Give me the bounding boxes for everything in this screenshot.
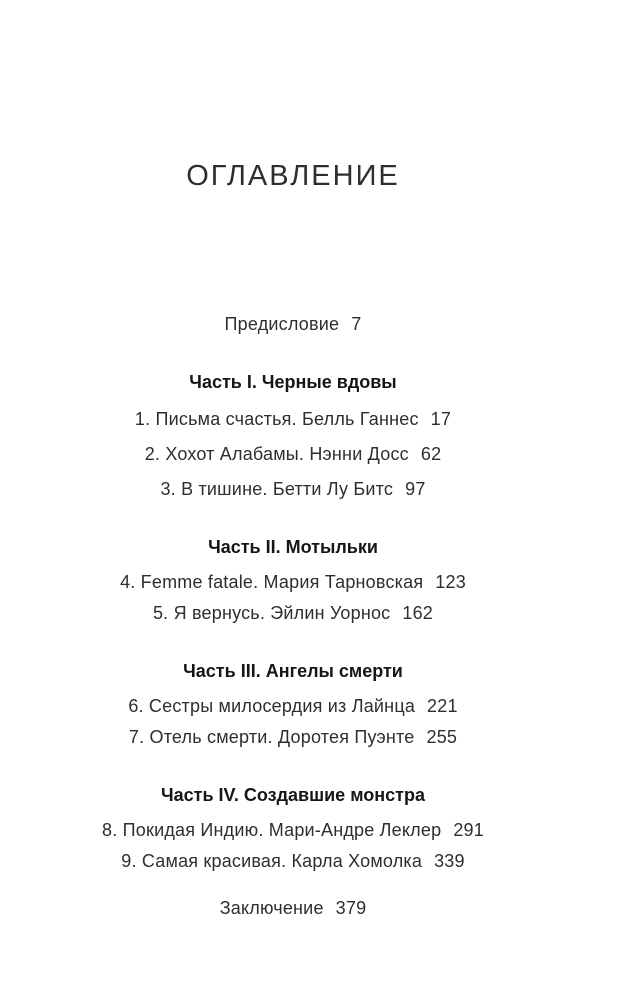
part-heading: Часть IV. Создавшие монстра	[161, 785, 425, 805]
entry-label: 2. Хохот Алабамы. Нэнни Досс	[144, 444, 409, 464]
toc-entry	[0, 480, 586, 499]
toc-entry	[0, 852, 586, 871]
entry-page-number: 339	[434, 851, 465, 871]
entry-page-number: 97	[405, 479, 426, 499]
toc-entry	[0, 573, 586, 592]
entry-label: Предисловие	[224, 314, 340, 334]
entry-label: 5. Я вернусь. Эйлин Уорнос	[152, 603, 391, 623]
entry-label: 4. Femme fatale. Мария Тарновская	[120, 572, 424, 592]
toc-entry	[0, 728, 586, 747]
toc-entry-preface	[0, 315, 586, 334]
entry-page-number: 123	[435, 572, 466, 592]
toc-entry	[0, 410, 586, 429]
entry-label: 9. Самая красивая. Карла Хомолка	[121, 851, 423, 871]
part-heading: Часть I. Черные вдовы	[189, 372, 397, 392]
table-of-contents	[0, 160, 586, 918]
entry-label: 3. В тишине. Бетти Лу Битс	[160, 479, 394, 499]
entry-label: Заключение	[219, 898, 324, 918]
entry-page-number: 379	[335, 898, 367, 918]
entry-label: 6. Сестры милосердия из Лайнца	[128, 696, 416, 716]
toc-part-4	[0, 786, 586, 871]
entry-page-number: 17	[430, 409, 452, 429]
entry-label: 8. Покидая Индию. Мари-Андре Леклер	[102, 820, 442, 840]
entry-label: 7. Отель смерти. Доротея Пуэнте	[128, 727, 415, 747]
part-heading: Часть II. Мотыльки	[208, 537, 378, 557]
entry-page-number: 255	[426, 727, 458, 747]
entry-label: 1. Письма счастья. Белль Ганнес	[134, 409, 419, 429]
toc-entry	[0, 821, 586, 840]
entry-page-number: 221	[427, 696, 458, 716]
toc-entry	[0, 697, 586, 716]
toc-part-1	[0, 373, 586, 499]
toc-entry	[0, 604, 586, 623]
entry-page-number: 7	[351, 314, 362, 334]
entry-page-number: 291	[453, 820, 484, 840]
entry-page-number: 62	[420, 444, 442, 464]
toc-entry-conclusion	[0, 899, 586, 918]
toc-part-2	[0, 538, 586, 623]
page-title: ОГЛАВЛЕНИЕ	[186, 160, 400, 192]
toc-part-3	[0, 662, 586, 747]
toc-entry	[0, 445, 586, 464]
entry-page-number: 162	[402, 603, 434, 623]
part-heading: Часть III. Ангелы смерти	[183, 661, 403, 681]
